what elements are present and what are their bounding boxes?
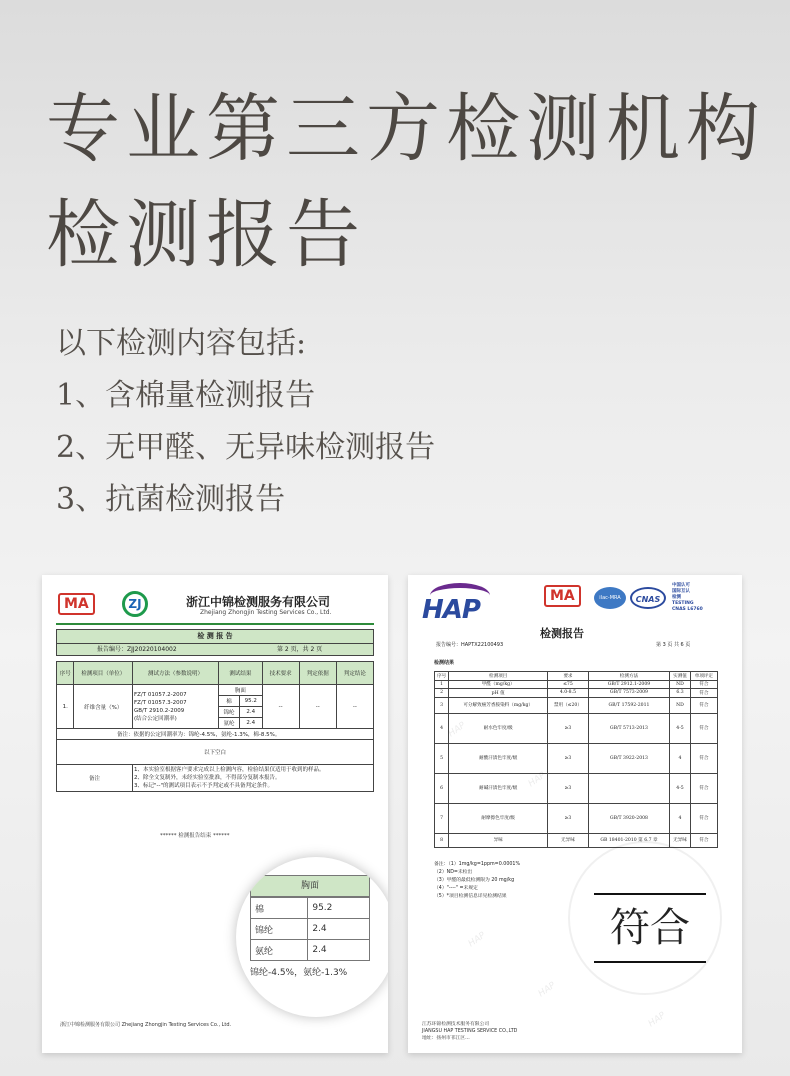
report-title: 检测报告 bbox=[540, 627, 584, 640]
below-blank: 以下空白 bbox=[57, 740, 374, 765]
table-row: 5 耐酸汗渍色牢度/级 ≥3 GB/T 3922-2013 4 符合 bbox=[435, 743, 718, 773]
cotton-content-report bbox=[42, 575, 388, 1053]
notes-label: 备注 bbox=[57, 765, 133, 792]
col-header: 判定依据 bbox=[299, 662, 336, 685]
results-table bbox=[434, 671, 718, 848]
watermark: HAP bbox=[466, 930, 488, 950]
cnas-text: 中国认可 国际互认 检测 TESTING CNAS L6760 bbox=[672, 583, 703, 612]
table-row: 1 甲醛（mg/kg） ≤75 GB/T 2912.1-2009 ND 符合 bbox=[435, 680, 718, 689]
mag-fiber: 锦纶 bbox=[251, 919, 308, 940]
cma-logo: MA bbox=[544, 585, 581, 607]
col-header: 实测值 bbox=[670, 672, 691, 681]
page-indicator: 第 3 页 共 6 页 bbox=[656, 642, 691, 648]
table-row: 2 pH 值 4.0-8.5 GB/T 7573-2009 6.3 符合 bbox=[435, 689, 718, 698]
test-methods: FZ/T 01057.2-2007 FZ/T 01057.3-2007 GB/T 2910.2-2009 (结合公定回潮率) bbox=[133, 685, 219, 729]
col-header: 序号 bbox=[57, 662, 74, 685]
ilac-mra-logo: ilac-MRA bbox=[594, 587, 626, 609]
basis: -- bbox=[299, 685, 336, 729]
list-intro: 以下检测内容包括: bbox=[56, 326, 307, 361]
fiber-value: 2.4 bbox=[239, 718, 262, 729]
right-doc-footer: 江苏环锦检测技术服务有限公司 JIANGSU HAP TESTING SERVICE CO.,LTD 地址：扬州市邗江区... bbox=[422, 1022, 518, 1041]
row-number: 1. bbox=[57, 685, 74, 729]
pass-stamp: 符合 bbox=[594, 893, 706, 963]
tech-req: -- bbox=[262, 685, 299, 729]
mag-value: 95.2 bbox=[308, 898, 370, 919]
test-item: 纤维含量（%） bbox=[74, 685, 133, 729]
report-end: ****** 检测报告结束 ****** bbox=[160, 833, 230, 839]
remark-line: 备注：依据的公定回潮率为：锦纶-4.5%，氨纶-1.3%，棉-8.5%。 bbox=[57, 729, 374, 740]
fiber-value: 95.2 bbox=[239, 696, 262, 707]
hap-logo: HAP bbox=[422, 595, 480, 625]
col-header: 要求 bbox=[548, 672, 589, 681]
notes: 备注：（1）1mg/kg=1ppm=0.0001% （2）ND=未检出 （3）甲醛的最低检测限为 20 mg/kg （4）"----" =未规定 （5）*项目检测信息详见检测结果 bbox=[434, 862, 521, 899]
table-row: 6 耐碱汗渍色牢度/级 ≥3 4-5 符合 bbox=[435, 773, 718, 803]
company-name-en: Zhejiang Zhongjin Testing Services Co., Ltd. bbox=[200, 609, 332, 616]
notes: 1、本实验室根据客户要求完成以上检测内容，检验结果仅适用于收到的样品。 2、除全文复制外，未经实验室批准，不得部分复制本报告。 3、标记"--"的测试项目表示不予判定或不具备判定条件。 bbox=[133, 765, 374, 792]
col-header: 序号 bbox=[435, 672, 449, 681]
watermark: HAP bbox=[526, 770, 548, 790]
left-doc-footer: 浙江中锦检测服务有限公司 Zhejiang Zhongjin Testing Services Co., Ltd. bbox=[60, 1022, 232, 1028]
header-divider bbox=[56, 623, 374, 625]
table-row: 7 耐摩擦色牢度/级 ≥3 GB/T 3920-2008 4 符合 bbox=[435, 803, 718, 833]
fiber: 氨纶 bbox=[219, 718, 240, 729]
section-title: 检测结果 bbox=[434, 660, 455, 666]
cma-logo: MA bbox=[58, 593, 95, 615]
conclusion: -- bbox=[336, 685, 373, 729]
watermark: HAP bbox=[646, 1010, 668, 1030]
report-number: 报告编号：HAPTX22100493 bbox=[436, 642, 504, 648]
col-header: 测试结果 bbox=[219, 662, 262, 685]
col-header: 技术要求 bbox=[262, 662, 299, 685]
fiber-value: 2.4 bbox=[239, 707, 262, 718]
col-header: 检测项目 bbox=[449, 672, 548, 681]
table-row: 4 耐水色牢度/级 ≥3 GB/T 5713-2013 4-5 符合 bbox=[435, 713, 718, 743]
test-content-list bbox=[56, 318, 435, 526]
watermark: HAP bbox=[536, 980, 558, 1000]
list-item: 3、抗菌检测报告 bbox=[56, 482, 286, 517]
watermark: HAP bbox=[446, 720, 468, 740]
headline-line-2: 检测报告 bbox=[46, 192, 366, 278]
col-header: 判定结论 bbox=[336, 662, 373, 685]
mag-fiber: 棉 bbox=[251, 898, 308, 919]
col-header: 检测项目（单位） bbox=[74, 662, 133, 685]
table-row: 8 异味 无异味 GB 18401-2010 第 6.7 章 无异味 符合 bbox=[435, 833, 718, 847]
mag-value: 2.4 bbox=[308, 919, 370, 940]
col-header: 检测方法 bbox=[588, 672, 669, 681]
mag-value: 2.4 bbox=[308, 940, 370, 961]
page-indicator: 第 2 页，共 2 页 bbox=[277, 646, 323, 653]
fiber: 锦纶 bbox=[219, 707, 240, 718]
col-header: 单项评定 bbox=[690, 672, 717, 681]
company-name-cn: 浙江中锦检测服务有限公司 bbox=[186, 595, 331, 609]
results-table bbox=[56, 661, 374, 792]
zj-logo: ZJ bbox=[122, 591, 148, 617]
fiber: 棉 bbox=[219, 696, 240, 707]
report-title: 检 测 报 告 bbox=[56, 629, 374, 644]
magnifier-zoom bbox=[236, 857, 388, 1017]
table-row: 3 可分解致癌芳香胺染料（mg/kg） 禁用（≤20） GB/T 17592-2011 ND 符合 bbox=[435, 697, 718, 713]
mag-fiber: 氨纶 bbox=[251, 940, 308, 961]
mag-part: 胸面 bbox=[250, 875, 370, 897]
formaldehyde-odor-report bbox=[408, 575, 742, 1053]
list-item: 1、含棉量检测报告 bbox=[56, 378, 316, 413]
report-number: 报告编号：ZJJ20220104002 bbox=[97, 646, 177, 653]
part-label: 胸面 bbox=[219, 685, 262, 696]
list-item: 2、无甲醛、无异味检测报告 bbox=[56, 430, 436, 465]
headline-line-1: 专业第三方检测机构 bbox=[46, 86, 766, 172]
mag-footer: 锦纶-4.5%，氨纶-1.3% bbox=[250, 968, 348, 978]
cnas-logo: CNAS bbox=[630, 587, 666, 609]
col-header: 测试方法（参数说明） bbox=[133, 662, 219, 685]
report-meta bbox=[56, 643, 374, 656]
